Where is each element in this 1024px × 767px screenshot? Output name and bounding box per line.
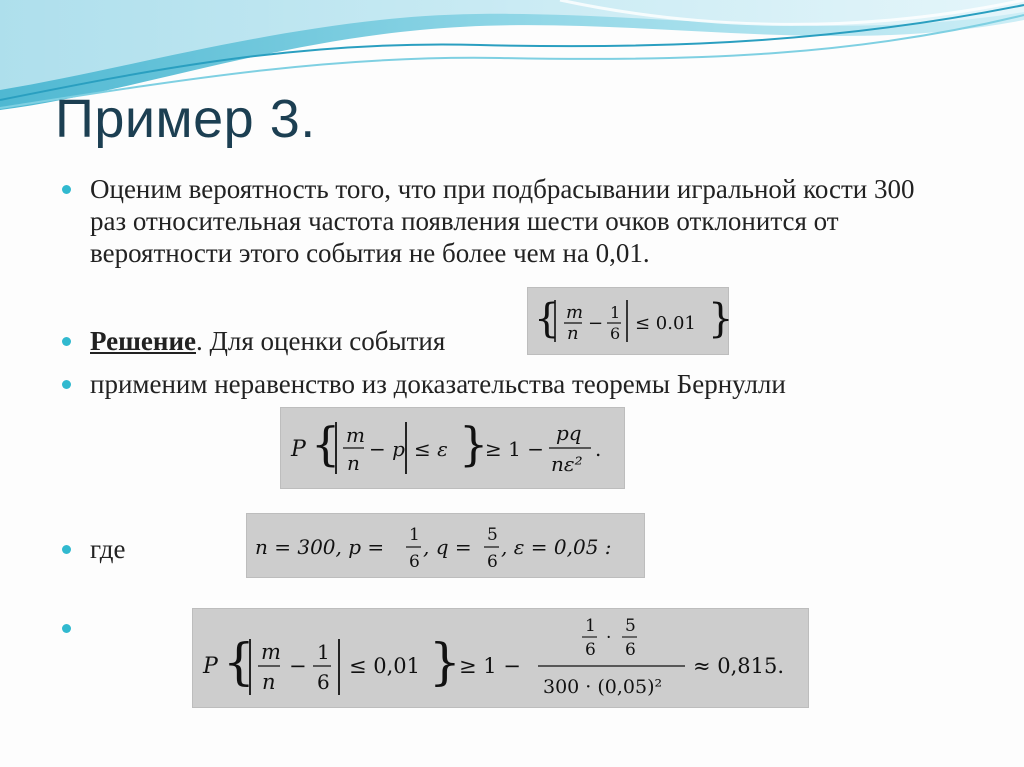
formula-params	[246, 513, 645, 578]
result-den: 300 · (0,05)²	[543, 676, 663, 698]
bullet-dot	[62, 624, 71, 633]
svg-text:{: {	[534, 296, 560, 342]
bullet-dot	[62, 185, 71, 194]
result-num-a: 1	[585, 616, 596, 636]
bullet-dot	[62, 380, 71, 389]
svg-text:}: }	[429, 633, 461, 691]
result-num-b: 5	[625, 616, 636, 636]
bern-end: .	[595, 437, 602, 461]
bern-rel-eps: ≤ ε	[414, 437, 448, 461]
event-frac2-num: 1	[610, 303, 621, 322]
event-frac2-den: 6	[610, 324, 621, 343]
result-num-a-den: 6	[585, 640, 596, 660]
result-frac1-num: m	[261, 640, 281, 664]
slide-title: Пример 3.	[55, 89, 316, 149]
bern-P: P	[291, 437, 306, 462]
solution-text-rest: . Для оценки события	[196, 326, 446, 356]
event-relation: ≤ 0.01	[635, 313, 696, 334]
svg-text:}: }	[708, 296, 734, 342]
event-frac1-den: n	[567, 323, 579, 344]
result-frac2-num: 1	[317, 640, 330, 664]
bern-frac1-den: n	[347, 451, 360, 475]
result-minus: −	[289, 654, 307, 678]
bern-frac2-num: pq	[556, 421, 582, 445]
result-P: P	[203, 654, 218, 679]
formula-result	[192, 608, 809, 708]
bern-frac2-den: nε²	[551, 452, 583, 476]
where-text: где	[90, 534, 126, 564]
bullet-dot	[62, 545, 71, 554]
result-relation: ≤ 0,01	[349, 654, 421, 678]
params-text-2: , q =	[423, 535, 472, 559]
result-frac1-den: n	[262, 670, 276, 694]
result-dot: ·	[606, 628, 612, 648]
apply-text: применим неравенство из доказательства теоремы Бернулли	[90, 369, 786, 399]
params-f1-num: 1	[409, 525, 420, 545]
event-frac1-num: m	[566, 302, 584, 323]
params-text-3: , ε = 0,05 :	[501, 535, 612, 559]
svg-text:{: {	[311, 417, 341, 471]
result-frac2-den: 6	[317, 670, 330, 694]
params-f1-den: 6	[409, 552, 420, 572]
bern-minus-p: − p	[369, 437, 405, 461]
formula-event	[527, 287, 734, 355]
event-minus: −	[588, 313, 604, 334]
result-approx: ≈ 0,815.	[693, 654, 785, 678]
solution-label: Решение	[90, 326, 196, 356]
result-num-b-den: 6	[625, 640, 636, 660]
problem-line-3: вероятности этого события не более чем на 0,01.	[90, 238, 650, 268]
solution-text	[90, 325, 445, 357]
params-text-1: n = 300, p =	[255, 535, 385, 559]
problem-text	[90, 173, 915, 269]
svg-text:{: {	[223, 633, 255, 691]
result-ge1: ≥ 1 −	[459, 654, 521, 678]
bullet-dot	[62, 337, 71, 346]
bern-frac1-num: m	[346, 423, 365, 447]
svg-text:}: }	[459, 417, 489, 471]
formula-bernoulli	[280, 407, 625, 489]
problem-line-1: Оценим вероятность того, что при подбрасывании игральной кости 300	[90, 174, 915, 204]
params-f2-den: 6	[487, 552, 498, 572]
params-f2-num: 5	[487, 525, 498, 545]
bern-ge1: ≥ 1 −	[485, 437, 544, 461]
problem-line-2: раз относительная частота появления шести очков отклонится от	[90, 206, 839, 236]
